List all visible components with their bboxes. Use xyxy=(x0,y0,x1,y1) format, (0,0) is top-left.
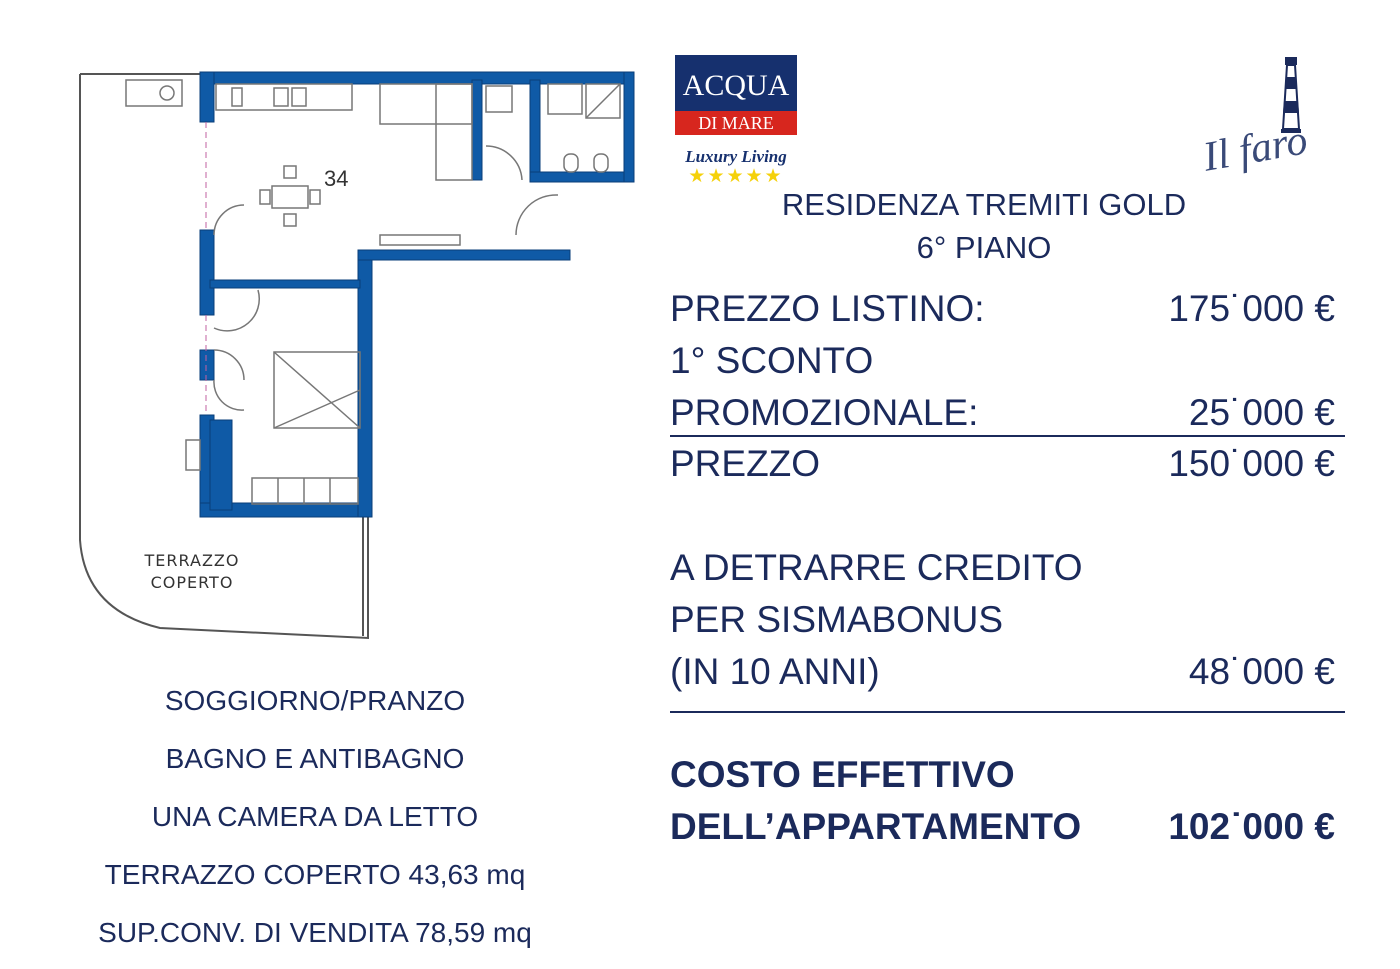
logo-tagline: Luxury Living xyxy=(685,147,787,166)
credit-label-3: (IN 10 ANNI) xyxy=(670,651,880,692)
terrace-label-line1: TERRAZZO xyxy=(144,551,240,570)
terrace-label-line2: COPERTO xyxy=(150,573,234,592)
list-price-label: PREZZO LISTINO: xyxy=(670,288,985,329)
list-price-value: 175˙000 € xyxy=(1168,288,1335,329)
room-item-living: SOGGIORNO/PRANZO xyxy=(164,685,466,716)
logo-line1: ACQUA xyxy=(682,69,790,102)
floor-plan xyxy=(60,60,650,650)
unit-number: 34 xyxy=(324,166,349,191)
final-label-2: DELL’APPARTAMENTO xyxy=(670,806,1082,847)
floor-label: 6° PIANO xyxy=(916,230,1052,265)
credit-value: 48˙000 € xyxy=(1188,651,1335,692)
room-item-surface: SUP.CONV. DI VENDITA 78,59 mq xyxy=(98,917,532,948)
divider-line-1 xyxy=(670,435,1345,437)
il-faro-script: Il faro xyxy=(1199,117,1311,181)
discount-value: 25˙000 € xyxy=(1188,392,1335,433)
price-label: PREZZO xyxy=(670,443,821,484)
residence-title: RESIDENZA TREMITI GOLD xyxy=(781,187,1187,222)
room-item-bath: BAGNO E ANTIBAGNO xyxy=(165,743,465,774)
credit-label-1: A DETRARRE CREDITO xyxy=(670,547,1083,588)
logo-red-block xyxy=(675,111,797,135)
price-value: 150˙000 € xyxy=(1168,443,1335,484)
apartment-walls xyxy=(200,72,634,517)
divider-line-2 xyxy=(670,711,1345,713)
logo-blue-block xyxy=(675,55,797,111)
logo-line2: DI MARE xyxy=(698,113,774,133)
credit-label-2: PER SISMABONUS xyxy=(670,599,1004,640)
discount-label-2: PROMOZIONALE: xyxy=(670,392,979,433)
final-value: 102˙000 € xyxy=(1168,806,1335,847)
room-item-terrace: TERRAZZO COPERTO 43,63 mq xyxy=(104,859,526,890)
discount-label-1: 1° SCONTO xyxy=(670,340,874,381)
room-item-bedroom: UNA CAMERA DA LETTO xyxy=(151,801,479,832)
acqua-di-mare-logo xyxy=(675,55,797,187)
il-faro-logo xyxy=(1195,55,1355,185)
final-label-1: COSTO EFFETTIVO xyxy=(670,754,1015,795)
logo-stars: ★★★★★ xyxy=(688,166,784,187)
